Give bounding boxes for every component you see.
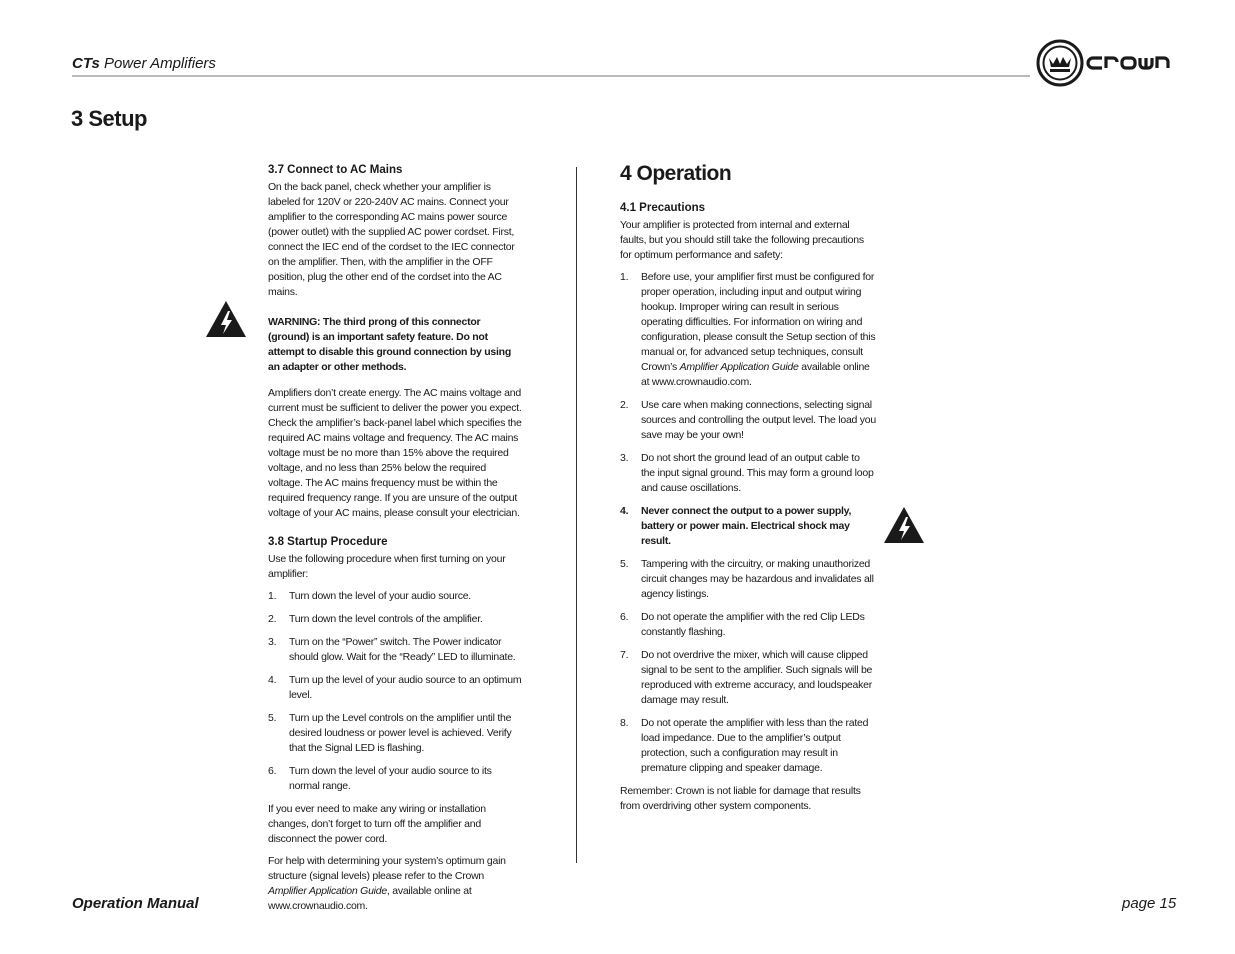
ac-mains-paragraph: On the back panel, check whether your amplifier is labeled for 120V or 220-240V AC mains. Connect your amplifier to the corresponding AC mains power source (power outlet) with the supplied AC power cordset. First, connect the IEC end of the cordset to the IEC connector on the amplifier. Then, with the amplifier in the OFF position, plug the other end of the cordset into the AC mains.	[268, 181, 515, 298]
list-item: 4. Never connect the output to a power supply, battery or power main. Electrical shock may result.	[620, 505, 852, 547]
footer-manual-title: Operation Manual	[72, 895, 199, 912]
list-item: 3. Turn on the “Power” switch. The Power indicator should glow. Wait for the “Ready” LED to illuminate.	[268, 636, 516, 663]
column-divider	[576, 167, 577, 863]
ground-warning: WARNING: The third prong of this connector (ground) is an important safety feature. Do not attempt to disable this ground connection by using an adapter or other methods.	[268, 316, 512, 373]
operation-title: 4 Operation	[620, 162, 732, 185]
list-item: 1. Turn down the level of your audio source.	[268, 590, 471, 602]
list-item: 5. Tampering with the circuitry, or making unauthorized circuit changes may be hazardous and invalidates all agency listings.	[620, 558, 874, 600]
startup-steps	[268, 589, 523, 794]
startup-intro: Use the following procedure when first turning on your amplifier:	[268, 553, 506, 580]
precautions-list	[620, 270, 876, 776]
list-item: 1. Before use, your amplifier first must be configured for proper operation, including input and output wiring hookup. Improper wiring can result in serious operating difficulties. For information on wiring and configuration, please consult the Setup section of this manual or, for advanced setup techniques, consult Crown’s Amplifier Application Guide available online at www.crownaudio.com.	[620, 271, 876, 388]
gain-help-paragraph: For help with determining your system’s optimum gain structure (signal levels) please refer to the Crown Amplifier Application Guide, available online at www.crownaudio.com.	[268, 855, 506, 912]
product-name: CTs	[72, 55, 100, 72]
precautions-intro: Your amplifier is protected from internal and external faults, but you should still take the following precautions for optimum performance and safety:	[620, 219, 864, 261]
heading-3-7: 3.7 Connect to AC Mains	[268, 164, 403, 176]
list-item: 8. Do not operate the amplifier with less than the rated load impedance. Due to the amplifier’s output protection, such a configuration may result in premature clipping and speaker damage.	[620, 717, 869, 774]
left-column	[268, 164, 523, 921]
page-number: page 15	[1122, 895, 1177, 912]
list-item: 6. Do not operate the amplifier with the red Clip LEDs constantly flashing.	[620, 611, 865, 638]
electrical-hazard-icon	[205, 300, 247, 338]
running-header	[72, 55, 216, 72]
liability-note: Remember: Crown is not liable for damage that results from overdriving other system components.	[620, 785, 861, 812]
list-item: 6. Turn down the level of your audio source to its normal range.	[268, 765, 492, 792]
list-item: 7. Do not overdrive the mixer, which will cause clipped signal to be sent to the amplifier. Such signals will be reproduced with extreme accuracy, and loudspeaker damage may result.	[620, 649, 873, 706]
wiring-changes-note: If you ever need to make any wiring or installation changes, don’t forget to turn off the amplifier and disconnect the power cord.	[268, 803, 486, 845]
list-item: 5. Turn up the Level controls on the amplifier until the desired loudness or power level is achieved. Verify that the Signal LED is flashing.	[268, 712, 512, 754]
electrical-hazard-icon	[883, 506, 925, 544]
crown-logo	[1036, 38, 1186, 88]
heading-4-1: 4.1 Precautions	[620, 202, 706, 214]
ac-voltage-paragraph: Amplifiers don’t create energy. The AC mains voltage and current must be sufficient to deliver the power you expect. Check the amplifier’s back-panel label which specifies the required AC mains voltage and frequency. The AC mains voltage must be no more than 15% above the required voltage, and no less than 25% below the required voltage. The AC mains frequency must be within the required frequency range. If you are unsure of the output voltage of your AC mains, please consult your electrician.	[268, 387, 522, 519]
list-item: 4. Turn up the level of your audio source to an optimum level.	[268, 674, 522, 701]
list-item: 3. Do not short the ground lead of an output cable to the input signal ground. This may form a ground loop and cause oscillations.	[620, 452, 874, 494]
heading-3-8: 3.8 Startup Procedure	[268, 536, 388, 548]
product-subtitle: Power Amplifiers	[99, 55, 216, 72]
right-column	[620, 162, 876, 821]
section-title: 3 Setup	[71, 106, 147, 131]
list-item: 2. Use care when making connections, selecting signal sources and controlling the output level. The load you save may be your own!	[620, 399, 876, 441]
list-item: 2. Turn down the level controls of the amplifier.	[268, 613, 483, 625]
header-rule	[72, 75, 1030, 77]
